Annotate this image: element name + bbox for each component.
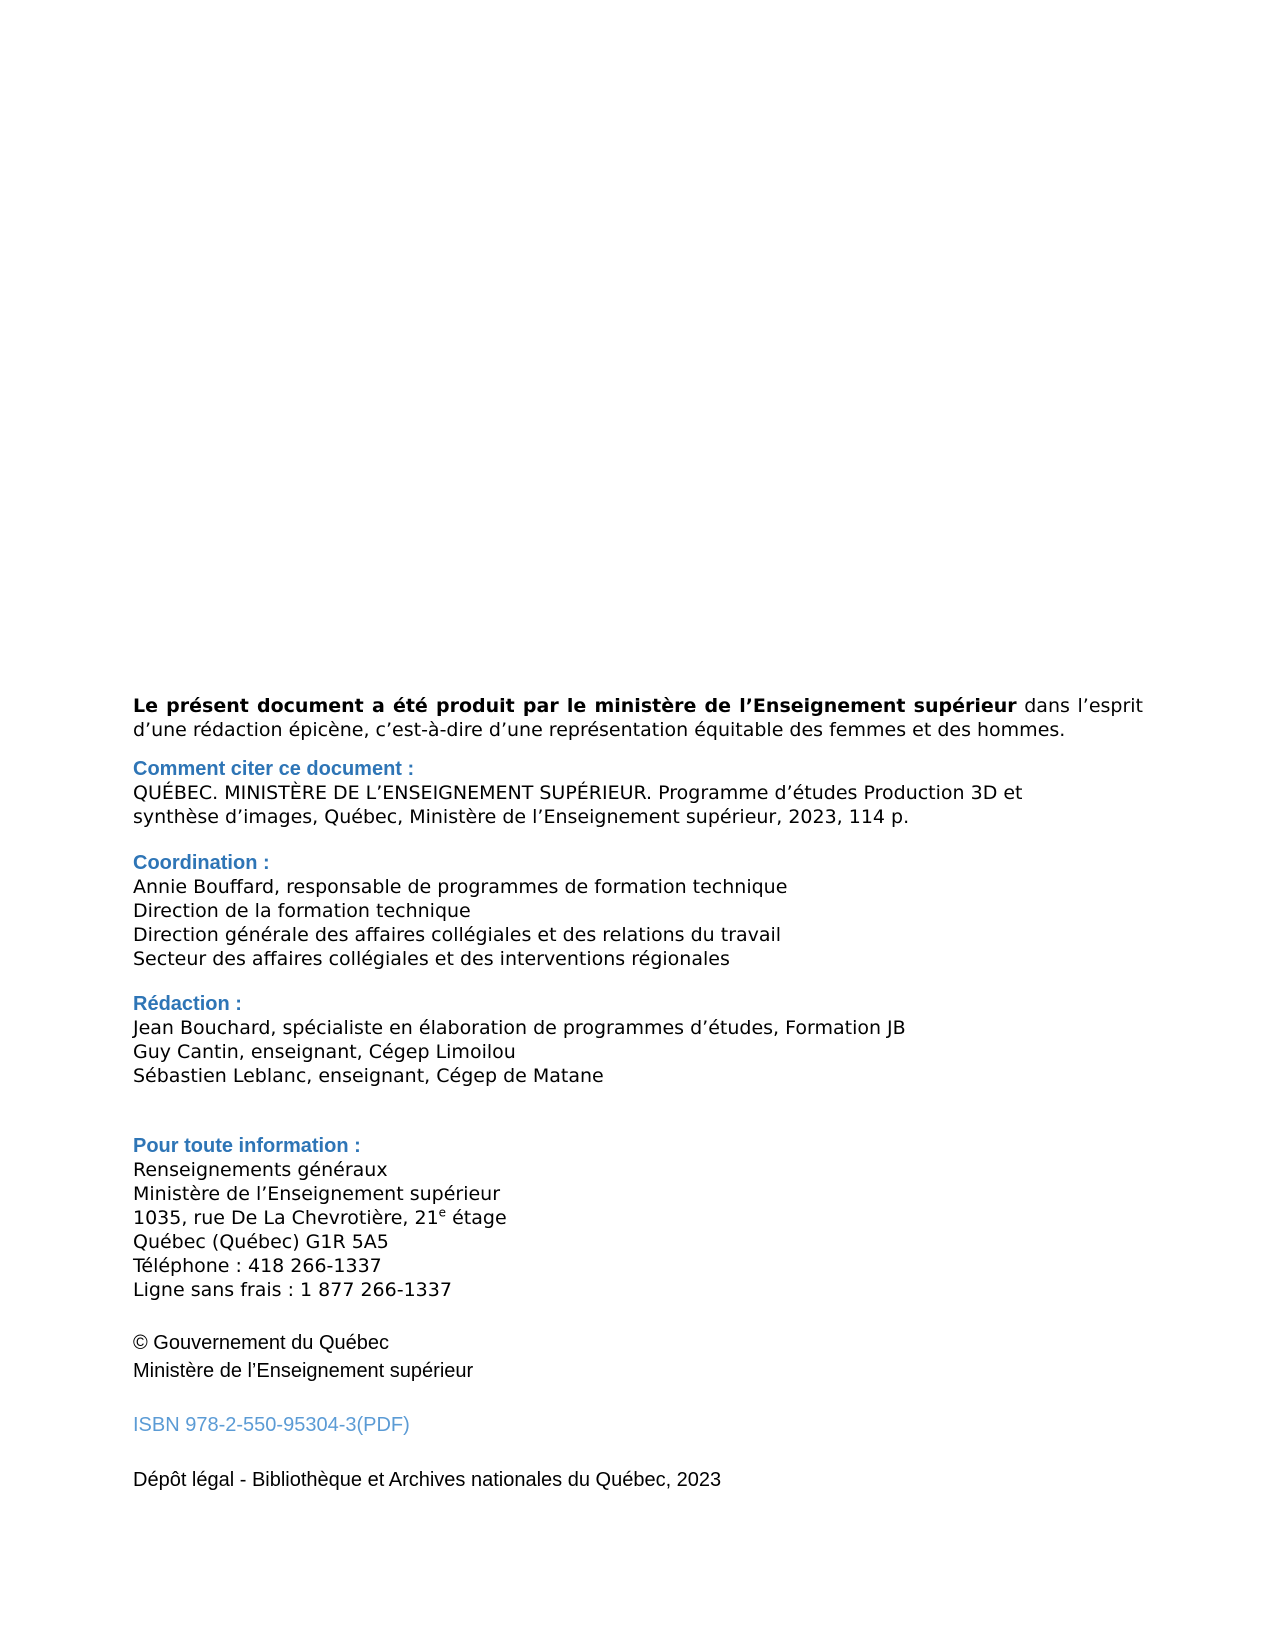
copyright-line: © Gouvernement du Québec xyxy=(133,1332,389,1354)
legal-deposit-text: Dépôt légal - Bibliothèque et Archives nationales du Québec, 2023 xyxy=(133,1469,722,1491)
information-heading: Pour toute information : xyxy=(133,1135,361,1157)
information-section xyxy=(133,1134,1143,1302)
citation-line: QUÉBEC. MINISTÈRE DE L’ENSEIGNEMENT SUPÉRIEUR. Programme d’études Production 3D et xyxy=(133,782,1023,804)
citation-line: synthèse d’images, Québec, Ministère de l’Enseignement supérieur, 2023, 114 p. xyxy=(133,806,910,828)
citation-section xyxy=(133,757,1143,829)
redaction-heading: Rédaction : xyxy=(133,993,242,1015)
isbn-line xyxy=(133,1411,1143,1439)
address-floor: étage xyxy=(446,1207,507,1229)
information-tollfree: Ligne sans frais : 1 877 266-1337 xyxy=(133,1279,452,1301)
redaction-line: Guy Cantin, enseignant, Cégep Limoilou xyxy=(133,1041,516,1063)
redaction-line: Sébastien Leblanc, enseignant, Cégep de Matane xyxy=(133,1065,604,1087)
information-line: Québec (Québec) G1R 5A5 xyxy=(133,1231,389,1253)
address-superscript: e xyxy=(438,1205,447,1220)
intro-bold-lead: Le présent document a été produit par le ministère de l’Enseignement supérieur xyxy=(133,695,1017,717)
information-address xyxy=(133,1206,1143,1230)
copyright-section xyxy=(133,1329,1143,1385)
information-line: Renseignements généraux xyxy=(133,1159,388,1181)
information-phone: Téléphone : 418 266-1337 xyxy=(133,1255,382,1277)
citation-heading: Comment citer ce document : xyxy=(133,758,415,780)
copyright-line: Ministère de l’Enseignement supérieur xyxy=(133,1360,474,1382)
intro-rest: dans l’esprit d’une rédaction épicène, c’est-à-dire d’une représentation équitable des femmes et des hommes. xyxy=(133,695,1144,741)
information-line: Ministère de l’Enseignement supérieur xyxy=(133,1183,501,1205)
coordination-heading: Coordination : xyxy=(133,852,270,874)
coordination-line: Direction de la formation technique xyxy=(133,900,471,922)
address-street: 1035, rue De La Chevrotière, 21 xyxy=(133,1207,439,1229)
coordination-line: Secteur des affaires collégiales et des interventions régionales xyxy=(133,948,730,970)
intro-paragraph xyxy=(133,694,1143,742)
isbn-text: ISBN 978-2-550-95304-3(PDF) xyxy=(133,1414,410,1436)
coordination-line: Direction générale des affaires collégiales et des relations du travail xyxy=(133,924,782,946)
coordination-section xyxy=(133,851,1143,971)
coordination-line: Annie Bouffard, responsable de programmes de formation technique xyxy=(133,876,788,898)
legal-deposit xyxy=(133,1466,1143,1494)
redaction-line: Jean Bouchard, spécialiste en élaboration de programmes d’études, Formation JB xyxy=(133,1017,906,1039)
redaction-section xyxy=(133,992,1143,1088)
